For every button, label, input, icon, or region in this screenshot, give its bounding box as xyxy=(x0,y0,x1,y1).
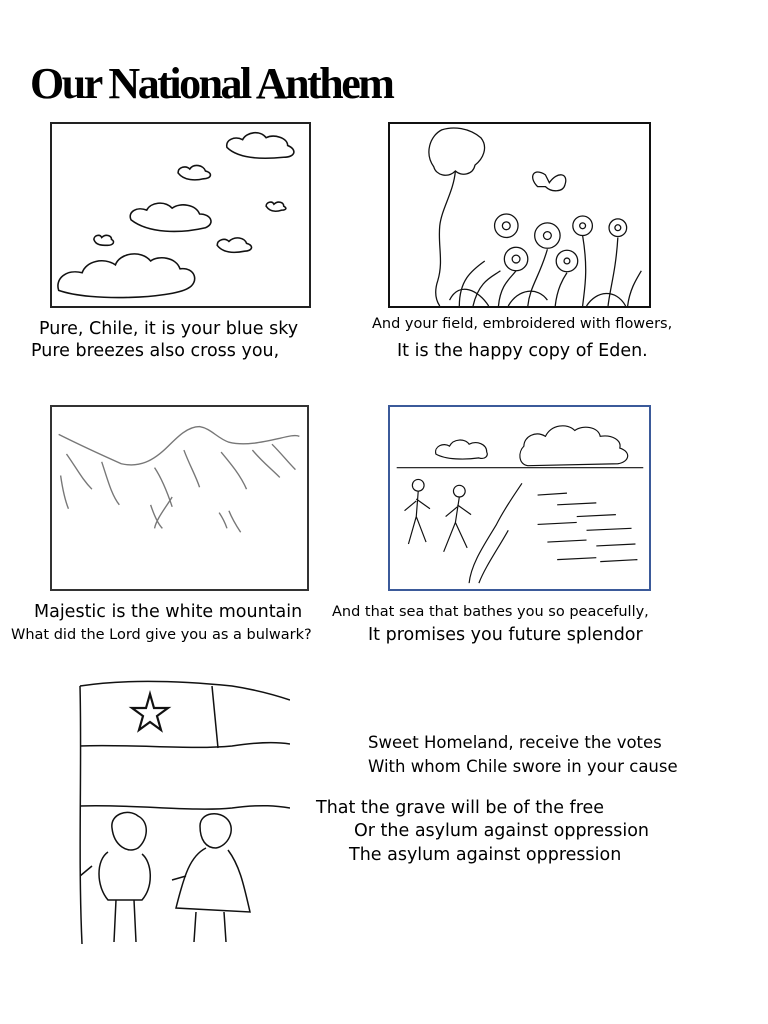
verse1-line2: Pure breezes also cross you, xyxy=(31,341,280,361)
verse2-line1: And your field, embroidered with flowers, xyxy=(372,316,673,332)
clouds-illustration xyxy=(50,122,311,308)
chorus-line3: That the grave will be of the free xyxy=(316,798,605,818)
beach-illustration xyxy=(388,405,651,591)
chorus-line4: Or the asylum against oppression xyxy=(354,821,650,841)
mountain-illustration xyxy=(50,405,309,591)
flowers-illustration xyxy=(388,122,651,308)
verse2-line2: It is the happy copy of Eden. xyxy=(397,341,648,361)
flag-children-illustration xyxy=(72,676,290,946)
chorus-line5: The asylum against oppression xyxy=(349,845,622,865)
chorus-line2: With whom Chile swore in your cause xyxy=(368,757,678,776)
page-title: Our National Anthem xyxy=(30,59,393,108)
verse1-line1: Pure, Chile, it is your blue sky xyxy=(39,319,299,339)
verse4-line2: It promises you future splendor xyxy=(368,625,643,645)
chorus-line1: Sweet Homeland, receive the votes xyxy=(368,733,662,752)
verse3-line2: What did the Lord give you as a bulwark? xyxy=(11,627,312,643)
verse4-line1: And that sea that bathes you so peacefully, xyxy=(332,604,649,620)
verse3-line1: Majestic is the white mountain xyxy=(34,602,303,622)
